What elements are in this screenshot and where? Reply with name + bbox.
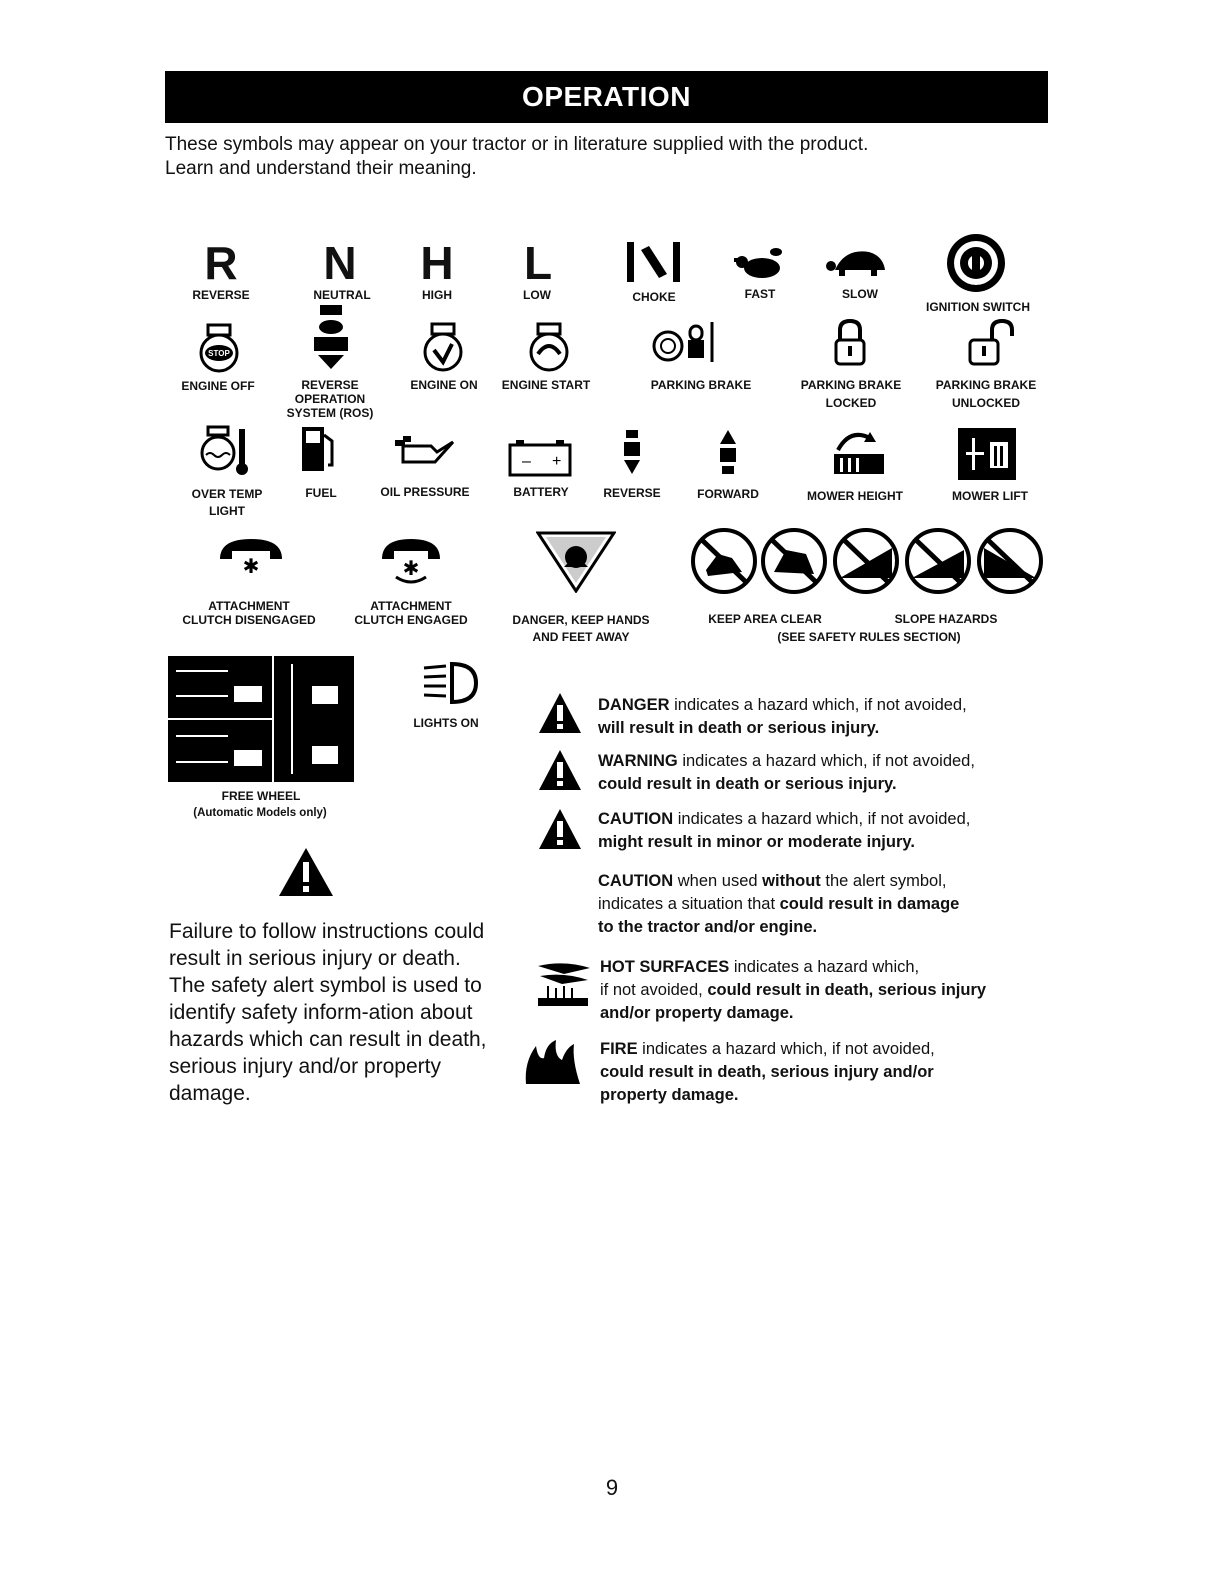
battery-plus: + <box>552 453 562 470</box>
oil-pressure-label: OIL PRESSURE <box>380 485 470 499</box>
stop-text: STOP <box>208 349 230 358</box>
free-wheel-icon <box>168 656 354 782</box>
warning-bold: could result in death or serious injury. <box>598 775 897 793</box>
parking-brake-locked-icon <box>832 318 868 368</box>
safety-alert-icon <box>277 846 335 898</box>
caution2-c: indicates a situation that <box>598 895 780 913</box>
choke-label: CHOKE <box>632 290 676 304</box>
warning-rest: indicates a hazard which, if not avoided, <box>677 752 975 770</box>
over-temp-label-2: LIGHT <box>209 504 245 518</box>
caution-alert-icon <box>537 807 583 851</box>
parking-brake-icon <box>650 318 722 368</box>
ignition-switch-label: IGNITION SWITCH <box>926 300 1030 314</box>
engine-on-label: ENGINE ON <box>410 378 478 392</box>
keep-area-clear-label: KEEP AREA CLEAR <box>708 612 822 626</box>
hot-surfaces-definition <box>600 956 1060 1025</box>
hot-surfaces-icon <box>534 958 592 1014</box>
danger-rest: indicates a hazard which, if not avoided, <box>669 696 967 714</box>
battery-icon <box>508 440 572 478</box>
fire-bold2: property damage. <box>600 1086 739 1104</box>
danger-hands-label-1: DANGER, KEEP HANDS <box>512 613 650 627</box>
mower-height-label: MOWER HEIGHT <box>807 489 903 503</box>
rabbit-fast-icon <box>732 244 788 282</box>
parking-brake-unlocked-label-2: UNLOCKED <box>952 396 1020 410</box>
engine-start-icon <box>526 322 572 372</box>
parking-brake-locked-label-2: LOCKED <box>825 396 877 410</box>
parking-brake-label: PARKING BRAKE <box>650 378 752 392</box>
caution2-b: the alert symbol, <box>820 872 947 890</box>
safety-prohibition-icons <box>688 528 1048 594</box>
battery-label: BATTERY <box>513 485 569 499</box>
caution-word: CAUTION <box>598 810 674 828</box>
danger-definition <box>598 694 1058 740</box>
hot-bold2: and/or property damage. <box>600 1004 794 1022</box>
attachment-engaged-label-2: CLUTCH ENGAGED <box>354 613 468 627</box>
warning-word: WARNING <box>598 752 678 770</box>
reverse-letter-icon: R <box>204 237 238 289</box>
slope-hazard-icon-3 <box>979 530 1041 592</box>
lights-on-label: LIGHTS ON <box>413 716 479 730</box>
danger-alert-icon <box>537 691 583 735</box>
fast-label: FAST <box>744 287 776 301</box>
page-title: OPERATION <box>522 81 691 112</box>
slope-hazard-icon-2 <box>907 530 969 592</box>
neutral-label: NEUTRAL <box>313 288 371 302</box>
hot-rest: indicates a hazard which, <box>729 958 920 976</box>
see-safety-rules-label: (SEE SAFETY RULES SECTION) <box>777 630 961 644</box>
intro-line-2: Learn and understand their meaning. <box>165 158 477 179</box>
danger-bold: will result in death or serious injury. <box>598 719 880 737</box>
warning-definition <box>598 750 1058 796</box>
caution-definition <box>598 808 1058 854</box>
gear-icon: ✱ <box>242 554 260 578</box>
intro-text <box>165 133 1065 181</box>
slow-label: SLOW <box>842 287 878 301</box>
intro-line-1: These symbols may appear on your tractor or in literature supplied with the product. <box>165 134 869 155</box>
fire-rest: indicates a hazard which, if not avoided, <box>637 1040 935 1058</box>
caution2-bold2: to the tractor and/or engine. <box>598 918 818 936</box>
failure-paragraph: Failure to follow instructions could result in serious injury or death. The safety alert symbol is used to identify safety inform-ation about hazards which can result in death, serious injury and/or property damage. <box>169 920 487 1105</box>
fire-definition <box>600 1038 1060 1107</box>
low-label: LOW <box>523 288 551 302</box>
fire-icon <box>522 1038 582 1086</box>
page-header <box>165 71 1048 123</box>
parking-brake-unlocked-label-1: PARKING BRAKE <box>935 378 1037 392</box>
hot-word: HOT SURFACES <box>600 958 730 976</box>
engine-off-label: ENGINE OFF <box>181 379 255 393</box>
warning-alert-icon <box>537 748 583 792</box>
ros-label-3: SYSTEM (ROS) <box>286 406 374 420</box>
keep-area-clear-icon-2 <box>763 530 825 592</box>
parking-brake-locked-label-1: PARKING BRAKE <box>800 378 902 392</box>
forward-direction-label: FORWARD <box>697 487 759 501</box>
attachment-disengaged-label-1: ATTACHMENT <box>208 599 290 613</box>
battery-minus: – <box>522 453 531 470</box>
oil-pressure-icon <box>393 434 457 468</box>
danger-hands-label-2: AND FEET AWAY <box>532 630 630 644</box>
hot-bold1: could result in death, serious injury <box>707 981 987 999</box>
over-temp-label-1: OVER TEMP <box>191 487 263 501</box>
parking-brake-unlocked-icon <box>966 318 1016 368</box>
caution-rest: indicates a hazard which, if not avoided, <box>673 810 971 828</box>
fire-bold1: could result in death, serious injury and/or <box>600 1063 934 1081</box>
over-temp-light-icon <box>198 425 250 477</box>
ros-label-1: REVERSE <box>301 378 359 392</box>
rotating-gear-icon: ✱ <box>402 556 420 580</box>
forward-direction-icon <box>716 430 740 476</box>
engine-on-icon <box>420 322 466 372</box>
engine-off-icon <box>196 323 242 373</box>
engine-start-label: ENGINE START <box>501 378 591 392</box>
mower-lift-icon <box>958 428 1016 480</box>
low-letter-icon: L <box>523 237 553 289</box>
caution-without-definition <box>598 870 1058 939</box>
attachment-engaged-label-1: ATTACHMENT <box>370 599 452 613</box>
choke-icon <box>625 240 685 284</box>
mower-lift-label: MOWER LIFT <box>952 489 1028 503</box>
caution-bold: might result in minor or moderate injury. <box>598 833 915 851</box>
hot-a: if not avoided, <box>600 981 708 999</box>
fire-word: FIRE <box>600 1040 638 1058</box>
mower-height-icon <box>830 428 888 478</box>
slope-hazard-icon-1 <box>835 530 897 592</box>
free-wheel-note: (Automatic Models only) <box>193 807 327 819</box>
ros-label-2: OPERATION <box>294 392 366 406</box>
reverse-direction-icon <box>620 430 644 476</box>
high-letter-icon: H <box>420 237 454 289</box>
reverse-operation-system-icon <box>308 305 354 371</box>
fuel-label: FUEL <box>305 486 337 500</box>
attachment-clutch-engaged-icon <box>380 537 442 587</box>
lights-on-icon <box>418 660 478 706</box>
keep-area-clear-icon-1 <box>693 530 755 592</box>
attachment-disengaged-label-2: CLUTCH DISENGAGED <box>182 613 316 627</box>
slope-hazards-label: SLOPE HAZARDS <box>894 612 998 626</box>
caution2-word: CAUTION <box>598 872 674 890</box>
neutral-letter-icon: N <box>323 237 357 289</box>
danger-keep-hands-feet-away-icon <box>536 531 616 593</box>
caution2-a: when used <box>673 872 763 890</box>
danger-word: DANGER <box>598 696 670 714</box>
fuel-icon <box>300 425 336 475</box>
reverse-label: REVERSE <box>192 288 250 302</box>
ignition-switch-icon <box>945 232 1007 294</box>
high-label: HIGH <box>422 288 452 302</box>
page-number: 9 <box>605 1475 619 1500</box>
free-wheel-label: FREE WHEEL <box>221 789 301 803</box>
turtle-slow-icon <box>825 246 891 278</box>
caution2-bold1: could result in damage <box>779 895 960 913</box>
caution2-without: without <box>762 872 821 890</box>
reverse-direction-label: REVERSE <box>603 486 661 500</box>
attachment-clutch-disengaged-icon <box>218 537 284 579</box>
